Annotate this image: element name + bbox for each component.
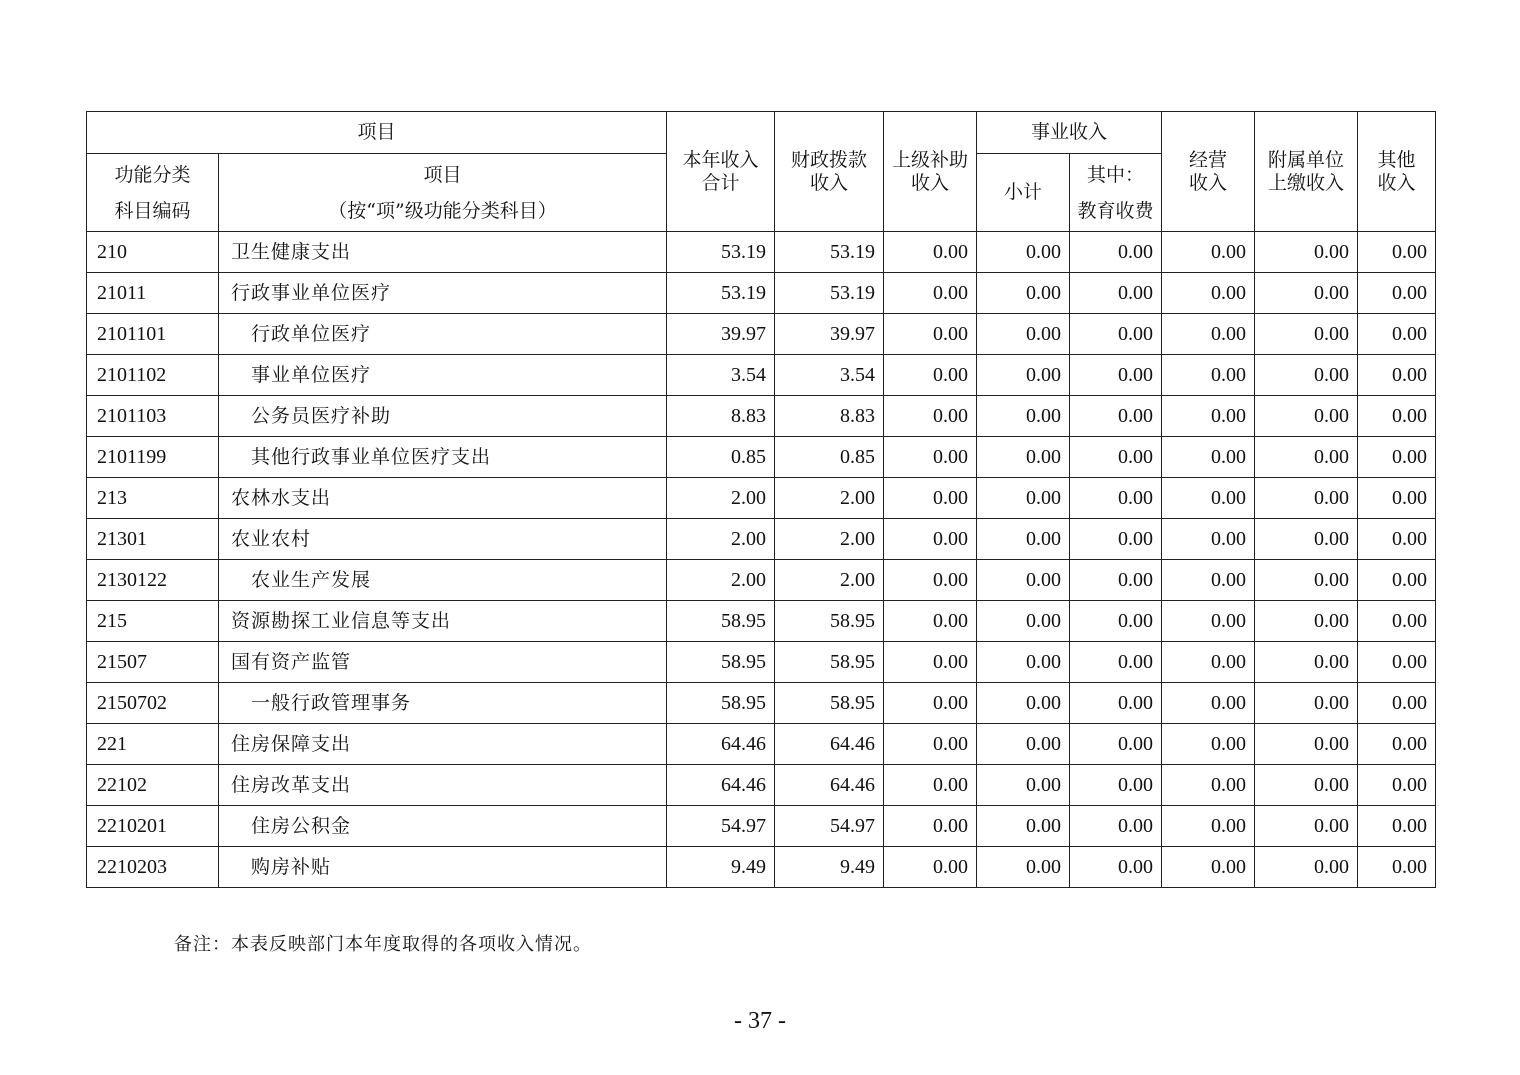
- cell-total: 2.00: [667, 478, 775, 519]
- cell-affiliated: 0.00: [1255, 355, 1358, 396]
- cell-operating: 0.00: [1162, 683, 1255, 724]
- header-superior-line1: 上级补助: [892, 148, 969, 171]
- cell-fiscal: 58.95: [775, 601, 884, 642]
- cell-operating: 0.00: [1162, 642, 1255, 683]
- cell-code: 2150702: [87, 683, 219, 724]
- header-superior-line2: 收入: [911, 171, 950, 194]
- table-note: 备注：本表反映部门本年度取得的各项收入情况。: [174, 934, 592, 955]
- table-row: [87, 437, 1436, 478]
- cell-superior: 0.00: [884, 355, 977, 396]
- cell-code: 2101101: [87, 314, 219, 355]
- cell-career-edu: 0.00: [1070, 601, 1162, 642]
- header-affiliated-line2: 上缴收入: [1268, 171, 1345, 194]
- cell-name: 卫生健康支出: [219, 232, 667, 273]
- cell-career-subtotal: 0.00: [977, 232, 1070, 273]
- cell-fiscal: 54.97: [775, 806, 884, 847]
- cell-total: 9.49: [667, 847, 775, 888]
- cell-superior: 0.00: [884, 396, 977, 437]
- cell-superior: 0.00: [884, 314, 977, 355]
- table-row: [87, 601, 1436, 642]
- cell-superior: 0.00: [884, 642, 977, 683]
- cell-total: 8.83: [667, 396, 775, 437]
- cell-total: 54.97: [667, 806, 775, 847]
- cell-fiscal: 39.97: [775, 314, 884, 355]
- cell-superior: 0.00: [884, 601, 977, 642]
- cell-fiscal: 64.46: [775, 724, 884, 765]
- cell-affiliated: 0.00: [1255, 273, 1358, 314]
- table-row: [87, 396, 1436, 437]
- cell-operating: 0.00: [1162, 437, 1255, 478]
- cell-fiscal: 2.00: [775, 478, 884, 519]
- cell-operating: 0.00: [1162, 314, 1255, 355]
- cell-name: 一般行政管理事务: [219, 683, 667, 724]
- header-other-line1: 其他: [1377, 148, 1416, 171]
- cell-fiscal: 58.95: [775, 642, 884, 683]
- cell-code: 213: [87, 478, 219, 519]
- cell-operating: 0.00: [1162, 806, 1255, 847]
- header-total: [667, 112, 775, 232]
- cell-affiliated: 0.00: [1255, 478, 1358, 519]
- cell-career-subtotal: 0.00: [977, 847, 1070, 888]
- cell-career-subtotal: 0.00: [977, 519, 1070, 560]
- header-total-line1: 本年收入: [682, 148, 759, 171]
- header-edu-line2: 教育收费: [1077, 199, 1154, 222]
- table-row: [87, 642, 1436, 683]
- cell-code: 21507: [87, 642, 219, 683]
- cell-name: 事业单位医疗: [219, 355, 667, 396]
- cell-operating: 0.00: [1162, 560, 1255, 601]
- page-number: - 37 -: [734, 1008, 786, 1034]
- table-row: [87, 232, 1436, 273]
- cell-total: 64.46: [667, 765, 775, 806]
- cell-career-edu: 0.00: [1070, 437, 1162, 478]
- cell-affiliated: 0.00: [1255, 519, 1358, 560]
- header-operating-line1: 经营: [1189, 148, 1228, 171]
- header-fiscal-line2: 收入: [810, 171, 849, 194]
- cell-affiliated: 0.00: [1255, 560, 1358, 601]
- cell-fiscal: 0.85: [775, 437, 884, 478]
- cell-affiliated: 0.00: [1255, 314, 1358, 355]
- table-row: [87, 683, 1436, 724]
- cell-code: 2101102: [87, 355, 219, 396]
- cell-code: 221: [87, 724, 219, 765]
- cell-fiscal: 53.19: [775, 273, 884, 314]
- cell-fiscal: 9.49: [775, 847, 884, 888]
- cell-affiliated: 0.00: [1255, 396, 1358, 437]
- header-operating-line2: 收入: [1189, 171, 1228, 194]
- cell-affiliated: 0.00: [1255, 683, 1358, 724]
- header-operating: [1162, 112, 1255, 232]
- cell-name: 住房公积金: [219, 806, 667, 847]
- income-table: [86, 111, 1436, 888]
- cell-career-edu: 0.00: [1070, 396, 1162, 437]
- cell-career-edu: 0.00: [1070, 724, 1162, 765]
- cell-code: 2210203: [87, 847, 219, 888]
- cell-career-subtotal: 0.00: [977, 560, 1070, 601]
- cell-career-subtotal: 0.00: [977, 601, 1070, 642]
- cell-code: 21301: [87, 519, 219, 560]
- header-func-code-line2: 科目编码: [114, 199, 191, 222]
- cell-career-edu: 0.00: [1070, 806, 1162, 847]
- header-affiliated: [1255, 112, 1358, 232]
- cell-other: 0.00: [1358, 560, 1436, 601]
- cell-career-subtotal: 0.00: [977, 765, 1070, 806]
- table-row: [87, 560, 1436, 601]
- cell-fiscal: 64.46: [775, 765, 884, 806]
- cell-other: 0.00: [1358, 396, 1436, 437]
- cell-career-edu: 0.00: [1070, 765, 1162, 806]
- cell-operating: 0.00: [1162, 396, 1255, 437]
- cell-other: 0.00: [1358, 847, 1436, 888]
- cell-code: 215: [87, 601, 219, 642]
- cell-superior: 0.00: [884, 478, 977, 519]
- cell-name: 资源勘探工业信息等支出: [219, 601, 667, 642]
- cell-name: 住房改革支出: [219, 765, 667, 806]
- cell-name: 购房补贴: [219, 847, 667, 888]
- cell-career-edu: 0.00: [1070, 560, 1162, 601]
- header-project: 项目: [87, 112, 667, 154]
- cell-career-edu: 0.00: [1070, 273, 1162, 314]
- cell-code: 22102: [87, 765, 219, 806]
- cell-operating: 0.00: [1162, 273, 1255, 314]
- table-row: [87, 478, 1436, 519]
- header-func-code-line1: 功能分类: [114, 163, 191, 186]
- cell-affiliated: 0.00: [1255, 847, 1358, 888]
- cell-total: 2.00: [667, 519, 775, 560]
- cell-affiliated: 0.00: [1255, 724, 1358, 765]
- table-row: [87, 273, 1436, 314]
- cell-other: 0.00: [1358, 355, 1436, 396]
- cell-operating: 0.00: [1162, 232, 1255, 273]
- cell-total: 58.95: [667, 642, 775, 683]
- cell-total: 64.46: [667, 724, 775, 765]
- header-fiscal-line1: 财政拨款: [791, 148, 868, 171]
- header-edu-line1: 其中：: [1087, 163, 1145, 186]
- cell-total: 58.95: [667, 601, 775, 642]
- table-row: [87, 847, 1436, 888]
- cell-name: 行政单位医疗: [219, 314, 667, 355]
- cell-career-subtotal: 0.00: [977, 396, 1070, 437]
- cell-name: 农林水支出: [219, 478, 667, 519]
- header-affiliated-line1: 附属单位: [1268, 148, 1345, 171]
- header-other-line2: 收入: [1377, 171, 1416, 194]
- cell-name: 行政事业单位医疗: [219, 273, 667, 314]
- cell-fiscal: 2.00: [775, 560, 884, 601]
- cell-affiliated: 0.00: [1255, 601, 1358, 642]
- cell-operating: 0.00: [1162, 355, 1255, 396]
- header-item: [219, 154, 667, 232]
- header-fiscal: [775, 112, 884, 232]
- cell-code: 2210201: [87, 806, 219, 847]
- cell-other: 0.00: [1358, 642, 1436, 683]
- cell-career-edu: 0.00: [1070, 478, 1162, 519]
- cell-total: 3.54: [667, 355, 775, 396]
- cell-career-edu: 0.00: [1070, 642, 1162, 683]
- cell-superior: 0.00: [884, 232, 977, 273]
- cell-superior: 0.00: [884, 765, 977, 806]
- header-edu: [1070, 154, 1162, 232]
- cell-affiliated: 0.00: [1255, 232, 1358, 273]
- cell-other: 0.00: [1358, 478, 1436, 519]
- cell-affiliated: 0.00: [1255, 765, 1358, 806]
- cell-career-edu: 0.00: [1070, 847, 1162, 888]
- cell-name: 住房保障支出: [219, 724, 667, 765]
- cell-superior: 0.00: [884, 683, 977, 724]
- cell-total: 53.19: [667, 232, 775, 273]
- cell-other: 0.00: [1358, 232, 1436, 273]
- cell-total: 53.19: [667, 273, 775, 314]
- cell-affiliated: 0.00: [1255, 437, 1358, 478]
- cell-career-subtotal: 0.00: [977, 642, 1070, 683]
- cell-superior: 0.00: [884, 724, 977, 765]
- cell-fiscal: 3.54: [775, 355, 884, 396]
- cell-other: 0.00: [1358, 601, 1436, 642]
- table-row: [87, 519, 1436, 560]
- cell-operating: 0.00: [1162, 478, 1255, 519]
- cell-total: 39.97: [667, 314, 775, 355]
- cell-code: 2101199: [87, 437, 219, 478]
- cell-career-subtotal: 0.00: [977, 314, 1070, 355]
- cell-superior: 0.00: [884, 847, 977, 888]
- cell-career-edu: 0.00: [1070, 314, 1162, 355]
- cell-total: 2.00: [667, 560, 775, 601]
- cell-career-subtotal: 0.00: [977, 806, 1070, 847]
- cell-fiscal: 2.00: [775, 519, 884, 560]
- cell-code: 2130122: [87, 560, 219, 601]
- cell-name: 国有资产监管: [219, 642, 667, 683]
- table-row: [87, 806, 1436, 847]
- cell-name: 其他行政事业单位医疗支出: [219, 437, 667, 478]
- cell-code: 2101103: [87, 396, 219, 437]
- table-row: [87, 765, 1436, 806]
- cell-career-subtotal: 0.00: [977, 724, 1070, 765]
- header-item-line2: （按“项”级功能分类科目）: [328, 199, 557, 222]
- cell-other: 0.00: [1358, 683, 1436, 724]
- cell-superior: 0.00: [884, 519, 977, 560]
- cell-career-edu: 0.00: [1070, 519, 1162, 560]
- cell-other: 0.00: [1358, 273, 1436, 314]
- cell-other: 0.00: [1358, 437, 1436, 478]
- header-total-line2: 合计: [701, 171, 740, 194]
- cell-affiliated: 0.00: [1255, 806, 1358, 847]
- table-row: [87, 355, 1436, 396]
- cell-career-subtotal: 0.00: [977, 683, 1070, 724]
- cell-affiliated: 0.00: [1255, 642, 1358, 683]
- header-item-line1: 项目: [423, 163, 462, 186]
- cell-other: 0.00: [1358, 765, 1436, 806]
- cell-operating: 0.00: [1162, 765, 1255, 806]
- cell-code: 21011: [87, 273, 219, 314]
- header-other: [1358, 112, 1436, 232]
- cell-total: 58.95: [667, 683, 775, 724]
- cell-name: 公务员医疗补助: [219, 396, 667, 437]
- cell-career-edu: 0.00: [1070, 232, 1162, 273]
- cell-career-subtotal: 0.00: [977, 355, 1070, 396]
- cell-superior: 0.00: [884, 273, 977, 314]
- header-career: 事业收入: [977, 112, 1162, 154]
- table-row: [87, 724, 1436, 765]
- cell-superior: 0.00: [884, 806, 977, 847]
- cell-other: 0.00: [1358, 806, 1436, 847]
- cell-career-edu: 0.00: [1070, 355, 1162, 396]
- cell-total: 0.85: [667, 437, 775, 478]
- cell-career-subtotal: 0.00: [977, 478, 1070, 519]
- cell-name: 农业农村: [219, 519, 667, 560]
- cell-name: 农业生产发展: [219, 560, 667, 601]
- cell-fiscal: 53.19: [775, 232, 884, 273]
- cell-code: 210: [87, 232, 219, 273]
- cell-operating: 0.00: [1162, 724, 1255, 765]
- header-func-code: [87, 154, 219, 232]
- cell-operating: 0.00: [1162, 519, 1255, 560]
- cell-other: 0.00: [1358, 519, 1436, 560]
- header-subtotal: 小计: [977, 154, 1070, 232]
- cell-fiscal: 8.83: [775, 396, 884, 437]
- cell-career-subtotal: 0.00: [977, 273, 1070, 314]
- cell-fiscal: 58.95: [775, 683, 884, 724]
- cell-career-subtotal: 0.00: [977, 437, 1070, 478]
- cell-operating: 0.00: [1162, 847, 1255, 888]
- cell-other: 0.00: [1358, 314, 1436, 355]
- cell-superior: 0.00: [884, 560, 977, 601]
- cell-operating: 0.00: [1162, 601, 1255, 642]
- table-row: [87, 314, 1436, 355]
- cell-career-edu: 0.00: [1070, 683, 1162, 724]
- cell-other: 0.00: [1358, 724, 1436, 765]
- header-superior: [884, 112, 977, 232]
- cell-superior: 0.00: [884, 437, 977, 478]
